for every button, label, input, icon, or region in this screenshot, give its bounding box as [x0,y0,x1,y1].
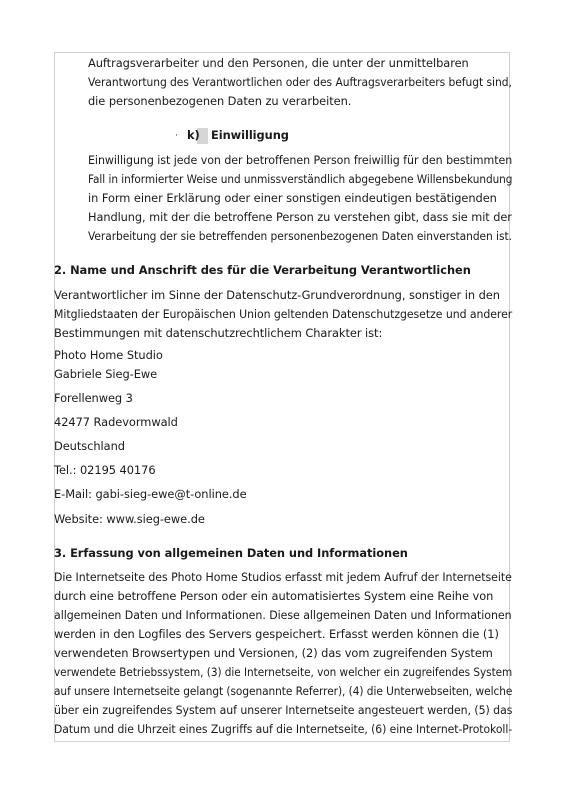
city: 42477 Radevormwald [54,415,178,429]
country: Deutschland [54,439,125,453]
phone: Tel.: 02195 40176 [54,463,156,477]
section-3-line: verwendete Betriebssystem, (3) die Internetseite, von welcher ein zugreifendes System [54,665,513,679]
company-name: Photo Home Studio [54,348,163,362]
email: E-Mail: gabi-sieg-ewe@t-online.de [54,487,247,501]
section-3-line: Datum und die Uhrzeit eines Zugriffs auf die Internetseite, (6) eine Internet-Protokoll- [54,722,513,736]
section-3-heading: 3. Erfassung von allgemeinen Daten und Informationen [54,546,408,560]
section-2-intro-line: Verantwortlicher im Sinne der Datenschutz-Grundverordnung, sonstiger in den [54,288,500,302]
list-bullet: · [175,131,178,141]
definition-j-line: Auftragsverarbeiter und den Personen, die unter der unmittelbaren [88,56,469,70]
definition-j-line: die personenbezogenen Daten zu verarbeiten. [88,94,352,108]
section-3-line: durch eine betroffene Person oder ein automatisiertes System eine Reihe von [54,589,494,603]
section-2-intro-line: Mitgliedstaaten der Europäischen Union geltenden Datenschutzgesetze und anderer [54,307,513,321]
definition-k-title: Einwilligung [211,128,289,142]
definition-k-line: Handlung, mit der die betroffene Person zu verstehen gibt, dass sie mit der [88,210,512,224]
definition-k-line: Verarbeitung der sie betreffenden personenbezogenen Daten einverstanden ist. [88,229,512,243]
section-2-heading: 2. Name und Anschrift des für die Verarbeitung Verantwortlichen [54,263,471,277]
definition-k-marker: k) [187,128,200,142]
section-3-line: verwendeten Browsertypen und Versionen, (2) das vom zugreifenden System [54,646,493,660]
section-3-line: allgemeinen Daten und Informationen. Diese allgemeinen Daten und Informationen [54,608,512,622]
section-3-line: werden in den Logfiles des Servers gespeichert. Erfasst werden können die (1) [54,627,499,641]
section-2-intro-line: Bestimmungen mit datenschutzrechtlichem Charakter ist: [54,326,383,340]
section-3-line: über ein zugreifendes System auf unserer Internetseite angesteuert werden, (5) das [54,703,513,717]
definition-k-line: in Form einer Erklärung oder einer sonstigen eindeutigen bestätigenden [88,191,497,205]
section-3-line: auf unsere Internetseite gelangt (sogenannte Referrer), (4) die Unterwebseiten, welche [54,684,513,698]
section-3-line: Die Internetseite des Photo Home Studios erfasst mit jedem Aufruf der Internetseite [54,570,512,584]
contact-person: Gabriele Sieg-Ewe [54,367,158,381]
website: Website: www.sieg-ewe.de [54,512,205,526]
street-address: Forellenweg 3 [54,391,133,405]
definition-k-line: Einwilligung ist jede von der betroffenen Person freiwillig für den bestimmten [88,153,513,167]
definition-j-line: Verantwortung des Verantwortlichen oder des Auftragsverarbeiters befugt sind, [88,75,512,89]
definition-k-line: Fall in informierter Weise und unmissverständlich abgegebene Willensbekundung [88,172,513,186]
